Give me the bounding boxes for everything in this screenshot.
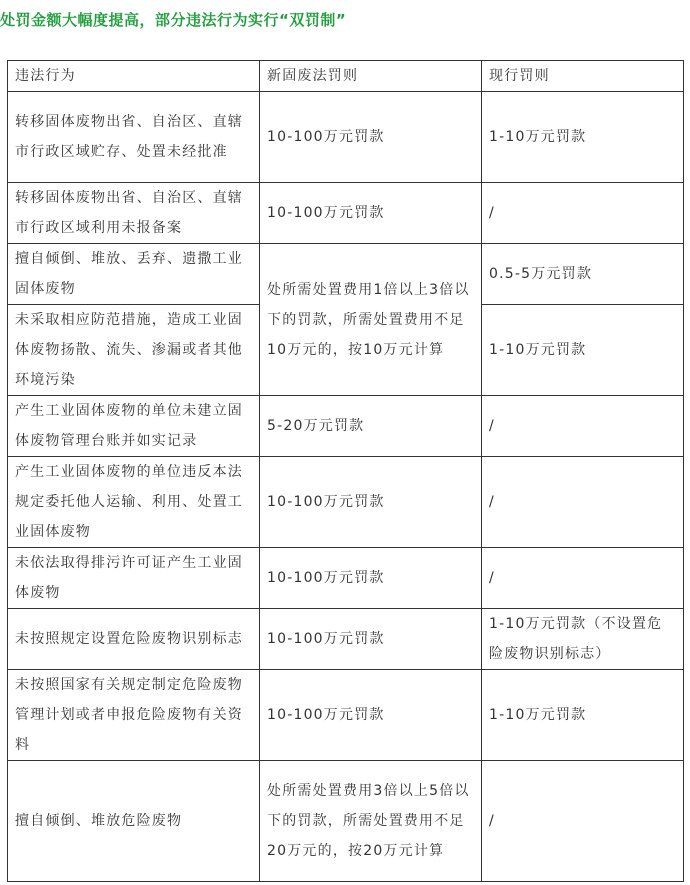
current-penalty-cell: 1-10万元罚款 — [482, 92, 684, 183]
table-row — [8, 609, 684, 670]
table-row — [8, 244, 684, 305]
violation-cell: 未采取相应防范措施，造成工业固体废物扬散、流失、渗漏或者其他环境污染 — [8, 305, 260, 396]
new-penalty-cell-merged: 处所需处置费用1倍以上3倍以下的罚款，所需处置费用不足10万元的，按10万元计算 — [260, 244, 482, 396]
new-penalty-cell: 10-100万元罚款 — [260, 457, 482, 548]
violation-cell: 未按照规定设置危险废物识别标志 — [8, 609, 260, 670]
current-penalty-cell: / — [482, 548, 684, 609]
current-penalty-cell: / — [482, 396, 684, 457]
violation-cell: 转移固体废物出省、自治区、直辖市行政区域贮存、处置未经批准 — [8, 92, 260, 183]
violation-cell: 未依法取得排污许可证产生工业固体废物 — [8, 548, 260, 609]
table-row — [8, 457, 684, 548]
violation-cell: 擅自倾倒、堆放危险废物 — [8, 761, 260, 882]
new-penalty-cell: 10-100万元罚款 — [260, 609, 482, 670]
penalty-comparison-table — [7, 60, 684, 882]
table-row — [8, 761, 684, 882]
table-header-row — [8, 61, 684, 92]
new-penalty-cell: 10-100万元罚款 — [260, 183, 482, 244]
table-row — [8, 548, 684, 609]
table-row — [8, 396, 684, 457]
current-penalty-cell: / — [482, 457, 684, 548]
violation-cell: 擅自倾倒、堆放、丢弃、遗撒工业固体废物 — [8, 244, 260, 305]
header-current-penalty: 现行罚则 — [482, 61, 684, 92]
current-penalty-cell: 0.5-5万元罚款 — [482, 244, 684, 305]
current-penalty-cell: / — [482, 183, 684, 244]
new-penalty-cell: 10-100万元罚款 — [260, 548, 482, 609]
violation-cell: 转移固体废物出省、自治区、直辖市行政区域利用未报备案 — [8, 183, 260, 244]
table-row — [8, 670, 684, 761]
violation-cell: 产生工业固体废物的单位违反本法规定委托他人运输、利用、处置工业固体废物 — [8, 457, 260, 548]
violation-cell: 产生工业固体废物的单位未建立固体废物管理台账并如实记录 — [8, 396, 260, 457]
table-row — [8, 183, 684, 244]
table-row — [8, 92, 684, 183]
current-penalty-cell: / — [482, 761, 684, 882]
new-penalty-cell: 5-20万元罚款 — [260, 396, 482, 457]
section-heading: 处罚金额大幅度提高，部分违法行为实行“双罚制” — [0, 11, 347, 29]
current-penalty-cell: 1-10万元罚款（不设置危险废物识别标志） — [482, 609, 684, 670]
current-penalty-cell: 1-10万元罚款 — [482, 305, 684, 396]
new-penalty-cell: 处所需处置费用3倍以上5倍以下的罚款，所需处置费用不足20万元的，按20万元计算 — [260, 761, 482, 882]
new-penalty-cell: 10-100万元罚款 — [260, 92, 482, 183]
header-new-penalty: 新固废法罚则 — [260, 61, 482, 92]
new-penalty-cell: 10-100万元罚款 — [260, 670, 482, 761]
violation-cell: 未按照国家有关规定制定危险废物管理计划或者申报危险废物有关资料 — [8, 670, 260, 761]
current-penalty-cell: 1-10万元罚款 — [482, 670, 684, 761]
header-violation: 违法行为 — [8, 61, 260, 92]
